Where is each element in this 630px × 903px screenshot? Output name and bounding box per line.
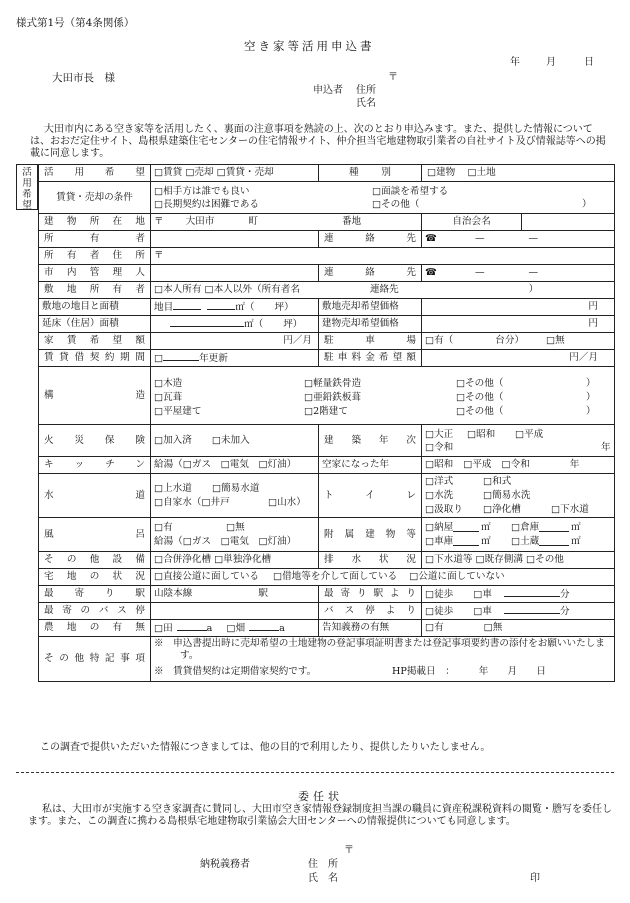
ininsho-body: 私は、大田市が実施する空き家調査に賛同し、大田市空き家情報登録制度担当課の職員に資産税課税資料の閲覧・謄写を委任します。また、この調査に携わる島根県宅地建物取引業協会大田センターへの情報提供についても同意します。	[28, 804, 612, 827]
owner-contact-field[interactable]	[422, 231, 615, 248]
paren-close: ）	[586, 405, 596, 417]
owner-field[interactable]	[151, 231, 319, 248]
usage-sale-check[interactable]: □売却	[185, 167, 214, 179]
station-field[interactable]	[151, 586, 319, 603]
label-water: 水道	[39, 474, 151, 518]
toilet-septic-check[interactable]: □浄化槽	[483, 503, 521, 515]
drain-other-check[interactable]: □その他	[526, 554, 564, 566]
side-label: 活用希望	[22, 167, 32, 211]
type-land-check[interactable]: □土地	[467, 167, 496, 179]
seal-mark: 印	[530, 873, 540, 884]
label-manager-contact: 連絡先	[319, 265, 422, 282]
disclosure-yes-check[interactable]: □有	[425, 622, 444, 634]
drain-gutter-check[interactable]: □既存側溝	[475, 554, 523, 566]
manager-field[interactable]	[151, 265, 319, 282]
conditions-options[interactable]	[151, 182, 615, 214]
from-bus-field[interactable]	[422, 603, 615, 620]
label-lot: 宅地の状況	[39, 569, 151, 586]
row-site-owner	[39, 282, 615, 299]
annex-garage-check[interactable]: □車庫	[425, 535, 454, 547]
struct-other-check[interactable]: □その他（	[456, 405, 504, 417]
parking-no-check[interactable]: □無	[546, 335, 565, 347]
sqm-unit: ㎡	[571, 535, 581, 547]
water-simple-check[interactable]: □簡易水道	[212, 482, 260, 494]
cond-interview-check[interactable]: □面談を希望する	[372, 185, 449, 197]
row-special	[39, 637, 615, 682]
struct-other-check[interactable]: □その他（	[456, 377, 504, 389]
cut-line	[16, 772, 614, 773]
hp-posting-date[interactable]: HP掲載日 ： 年 月 日	[392, 666, 546, 677]
row-land-area	[39, 299, 615, 316]
intro-paragraph: 大田市内にある空き家等を活用したく、裏面の注意事項を熟読の上、次のとおり申込みます。また、提供した情報については、おおだ定住サイト、島根県建築住宅センターの住宅情報サイト、仲介担当宅地建物取引業者の自社サイト及び情報誌等への掲載に同意します。	[30, 124, 606, 159]
applicant-address-label[interactable]: 住所	[356, 85, 376, 96]
lot-via-check[interactable]: □借地等を介して面している	[273, 571, 398, 583]
lot-direct-check[interactable]: □直接公道に面している	[154, 571, 260, 583]
vy-showa-check[interactable]: □昭和	[425, 459, 454, 471]
jichikai-field[interactable]	[522, 214, 615, 231]
lease-check[interactable]: □	[154, 353, 164, 365]
site-owner-field[interactable]	[151, 282, 615, 299]
site-other-check[interactable]: □本人以外（所有者名	[204, 284, 300, 296]
lease-term-field[interactable]	[151, 350, 319, 367]
row-lease-term	[39, 350, 615, 367]
owner-address-field[interactable]	[151, 248, 615, 265]
station-line: 山陰本線	[154, 588, 193, 600]
station-walk-check[interactable]: □徒歩	[425, 589, 454, 601]
loc-cho: 町	[248, 216, 258, 228]
label-conditions: 賃貸・売却の条件	[39, 182, 151, 214]
cond-other-check[interactable]: □その他（	[372, 198, 420, 210]
water-mountain-check[interactable]: □山水）	[268, 496, 306, 508]
disclosure-options[interactable]	[422, 620, 615, 637]
row-manager	[39, 265, 615, 282]
dash: —	[528, 233, 539, 245]
toilet-japanese-check[interactable]: □和式	[483, 475, 512, 487]
label-parking-fee: 駐車料金希望額	[319, 350, 422, 367]
sqm-unit: ㎡	[481, 535, 491, 547]
usage-rent-check[interactable]: □賃貸	[154, 167, 183, 179]
taxpayer-label: 納税義務者	[200, 859, 250, 870]
manager-contact-field[interactable]	[422, 265, 615, 282]
label-owner-contact: 連絡先	[319, 231, 422, 248]
parking-fee-field[interactable]: 円／月	[422, 350, 615, 367]
label-rent: 家賃希望額	[39, 333, 151, 350]
cond-other-close: ）	[582, 198, 592, 210]
era-showa-check[interactable]: □昭和	[467, 428, 496, 440]
year-unit: 年	[569, 459, 580, 471]
row-kitchen	[39, 457, 615, 474]
annex-options[interactable]	[422, 518, 615, 552]
label-jichikai: 自治会名	[422, 214, 522, 231]
label-usage: 活用希望	[39, 165, 151, 182]
label-insurance: 火災保険	[39, 425, 151, 457]
parking-yes-check[interactable]: □有（	[425, 335, 454, 347]
parking-field[interactable]	[422, 333, 615, 350]
label-built-year: 建築年次	[319, 425, 422, 457]
label-annex: 附属建物等	[319, 518, 422, 552]
are-unit: a	[206, 623, 213, 635]
label-station: 最寄り駅	[39, 586, 151, 603]
row-equipment	[39, 552, 615, 569]
rent-field[interactable]: 円／月	[151, 333, 319, 350]
bath-no-check[interactable]: □無	[226, 521, 245, 533]
are-unit: a	[279, 623, 285, 635]
row-conditions	[39, 182, 615, 214]
parking-count-unit: 台分）	[495, 335, 525, 347]
application-form-table	[38, 164, 615, 682]
annex-barn-check[interactable]: □納屋	[425, 521, 454, 533]
drain-sewer-check[interactable]: □下水道等	[425, 554, 473, 566]
tsubo-unit: 坪）	[274, 302, 294, 314]
loc-banchi: 番地	[341, 216, 362, 228]
bath-heater-options[interactable]: 給湯（□ガス □電気 □灯油）	[154, 535, 297, 547]
site-self-check[interactable]: □本人所有	[154, 284, 202, 296]
label-from-station: 最寄り駅より	[319, 586, 422, 603]
struct-wood-check[interactable]: □木造	[154, 377, 183, 389]
label-from-bus: バス停より	[319, 603, 422, 620]
row-water	[39, 474, 615, 518]
label-kitchen: キッチン	[39, 457, 151, 474]
bath-options[interactable]	[151, 518, 319, 552]
label-vacant-year: 空家になった年	[319, 457, 422, 474]
equipment-options[interactable]	[151, 552, 319, 569]
sqm-unit: ㎡（	[244, 319, 264, 331]
kitchen-options[interactable]: 給湯（□ガス □電気 □灯油）	[151, 457, 319, 474]
station-unit: 駅	[258, 588, 268, 600]
tsubo-unit: 坪）	[283, 319, 303, 331]
disclosure-no-check[interactable]: □無	[483, 622, 503, 634]
land-price-field[interactable]: 円	[422, 299, 615, 316]
label-bath: 風呂	[39, 518, 151, 552]
dash: —	[474, 233, 485, 245]
station-car-check[interactable]: □車	[473, 589, 492, 601]
toilet-western-check[interactable]: □洋式	[425, 475, 454, 487]
label-manager: 市内管理人	[39, 265, 151, 282]
type-options[interactable]	[422, 165, 615, 182]
cond-longterm-check[interactable]: □長期契約は困難である	[154, 198, 260, 210]
eq-combined-septic-check[interactable]: □合併浄化槽	[154, 554, 212, 566]
row-station	[39, 586, 615, 603]
label-site-owner: 敷地所有者	[39, 282, 151, 299]
built-year-options[interactable]	[422, 425, 615, 457]
row-structure	[39, 367, 615, 425]
site-close: ）	[528, 284, 539, 296]
sqm-unit: ㎡	[481, 521, 491, 533]
sqm-unit: ㎡	[571, 521, 581, 533]
label-parking: 駐車場	[319, 333, 422, 350]
drainage-options[interactable]	[422, 552, 615, 569]
struct-onestory-check[interactable]: □平屋建て	[154, 405, 202, 417]
era-reiwa-check[interactable]: □令和	[425, 441, 454, 453]
bus-walk-check[interactable]: □徒歩	[425, 606, 454, 618]
phone-icon: ☎	[425, 233, 437, 245]
addressee: 大田市長 様	[52, 72, 115, 84]
struct-steel-check[interactable]: □軽量鉄骨造	[304, 377, 362, 389]
label-owner: 所有者	[39, 231, 151, 248]
usage-rent-sale-check[interactable]: □賃貸・売却	[216, 167, 274, 179]
label-disclosure: 告知義務の有無	[319, 620, 422, 637]
label-farmland: 農地の有無	[39, 620, 151, 637]
era-heisei-check[interactable]: □平成	[515, 428, 544, 440]
row-bath	[39, 518, 615, 552]
taxpayer-name-label[interactable]: 氏 名	[308, 873, 338, 884]
ininsho-title: 委任状	[298, 790, 343, 803]
bath-yes-check[interactable]: □有	[154, 521, 173, 533]
toilet-sewer-check[interactable]: □下水道	[551, 503, 589, 515]
annex-warehouse-check[interactable]: □倉庫	[511, 521, 540, 533]
label-special: その他特記事項	[39, 637, 151, 682]
label-toilet: トイレ	[319, 474, 422, 518]
row-lot	[39, 569, 615, 586]
year-unit: 年	[601, 441, 611, 453]
structure-options[interactable]	[151, 367, 615, 425]
paren-close: ）	[586, 377, 596, 389]
row-farmland	[39, 620, 615, 637]
toilet-pit-check[interactable]: □汲取り	[425, 503, 463, 515]
label-type: 種 別	[319, 165, 422, 182]
lot-options[interactable]	[151, 569, 615, 586]
row-owner-address	[39, 248, 615, 265]
struct-zinc-check[interactable]: □亜鉛鉄板葺	[304, 391, 362, 403]
struct-twostory-check[interactable]: □2階建て	[304, 405, 348, 417]
row-insurance	[39, 425, 615, 457]
ins-no-check[interactable]: □未加入	[211, 434, 250, 446]
vy-reiwa-check[interactable]: □令和	[501, 459, 530, 471]
date-month[interactable]: 月	[546, 57, 556, 68]
water-public-check[interactable]: □上水道	[154, 482, 192, 494]
applicant-postal[interactable]: 〒	[388, 72, 398, 83]
label-building-location: 建物所在地	[39, 214, 151, 231]
date-day[interactable]: 日	[584, 57, 594, 68]
vy-heisei-check[interactable]: □平成	[463, 459, 492, 471]
note-lease: ※ 賃貸借契約は定期借家契約です。	[154, 666, 317, 677]
minute-unit: 分	[559, 606, 570, 618]
side-label-box	[16, 164, 38, 210]
vacant-year-options[interactable]	[422, 457, 615, 474]
label-owner-address: 所有者住所	[39, 248, 151, 265]
era-taisho-check[interactable]: □大正	[425, 428, 454, 440]
owner-postal: 〒	[154, 250, 164, 262]
cond-anyone-check[interactable]: □相手方は誰でも良い	[154, 185, 250, 197]
row-owner	[39, 231, 615, 248]
label-bus: 最寄のバス停	[39, 603, 151, 620]
farm-paddy-check[interactable]: □田	[154, 623, 173, 635]
usage-options[interactable]	[151, 165, 319, 182]
row-bus	[39, 603, 615, 620]
annex-storehouse-check[interactable]: □土蔵	[511, 535, 540, 547]
struct-tile-check[interactable]: □瓦葺	[154, 391, 183, 403]
water-options[interactable]	[151, 474, 319, 518]
bus-car-check[interactable]: □車	[473, 606, 492, 618]
label-lease-term: 賃貸借契約期間	[39, 350, 151, 367]
label-equipment: その他設備	[39, 552, 151, 569]
taxpayer-address-label[interactable]: 住 所	[308, 859, 338, 870]
lot-none-check[interactable]: □公道に面していない	[409, 571, 505, 583]
applicant-name-label[interactable]: 氏名	[356, 98, 376, 109]
ins-yes-check[interactable]: □加入済	[154, 434, 192, 446]
label-building-price: 建物売却希望価格	[319, 316, 422, 333]
dash: —	[474, 267, 485, 279]
struct-other-check[interactable]: □その他（	[456, 391, 504, 403]
row-usage	[39, 165, 615, 182]
building-location-field[interactable]	[151, 214, 422, 231]
type-building-check[interactable]: □建物	[427, 167, 456, 179]
label-drainage: 排水状況	[319, 552, 422, 569]
form-number: 様式第1号（第4条関係）	[16, 17, 135, 29]
site-contact-label: 連絡先	[369, 284, 399, 296]
label-floor-area: 延床（住居）面積	[39, 316, 151, 333]
ininsho-postal[interactable]: 〒	[344, 845, 354, 856]
row-floor-area	[39, 316, 615, 333]
loc-postal: 〒	[154, 216, 164, 228]
row-building-location	[39, 214, 615, 231]
loc-city: 大田市	[185, 216, 215, 228]
eq-single-septic-check[interactable]: □単独浄化槽	[214, 554, 272, 566]
farmland-field[interactable]	[151, 620, 319, 637]
row-rent	[39, 333, 615, 350]
land-area-field[interactable]	[151, 299, 319, 316]
date-year[interactable]: 年	[510, 57, 520, 68]
floor-area-field[interactable]	[151, 316, 319, 333]
sqm-unit: ㎡（	[235, 302, 255, 314]
insurance-options[interactable]	[151, 425, 319, 457]
dash: —	[528, 267, 539, 279]
minute-unit: 分	[559, 589, 570, 601]
applicant-label: 申込者	[313, 85, 343, 96]
privacy-note: この調査で提供いただいた情報につきましては、他の目的で利用したり、提供したりいたしません。	[40, 742, 491, 753]
special-notes	[151, 637, 615, 682]
toilet-options[interactable]	[422, 474, 615, 518]
form-title: 空き家等活用申込書	[244, 39, 375, 53]
label-land-area: 敷地の地目と面積	[39, 299, 151, 316]
label-structure: 構造	[39, 367, 151, 425]
chimoku-label: 地目	[154, 302, 174, 314]
building-price-field[interactable]: 円	[422, 316, 615, 333]
farm-field-check[interactable]: □畑	[226, 623, 246, 635]
bus-field[interactable]	[151, 603, 319, 620]
water-private-check[interactable]: □自家水（□井戸	[154, 496, 230, 508]
note-registry: ※ 申込書提出時に売却希望の土地建物の登記事項証明書または登記事項要約書の添付をお願いいたします。	[154, 638, 605, 661]
paren-close: ）	[586, 391, 596, 403]
from-station-field[interactable]	[422, 586, 615, 603]
phone-icon: ☎	[425, 267, 437, 279]
label-land-price: 敷地売却希望価格	[319, 299, 422, 316]
toilet-flush-check[interactable]: □水洗	[425, 489, 454, 501]
lease-unit: 年更新	[199, 353, 228, 365]
toilet-simpleflush-check[interactable]: □簡易水洗	[483, 489, 531, 501]
